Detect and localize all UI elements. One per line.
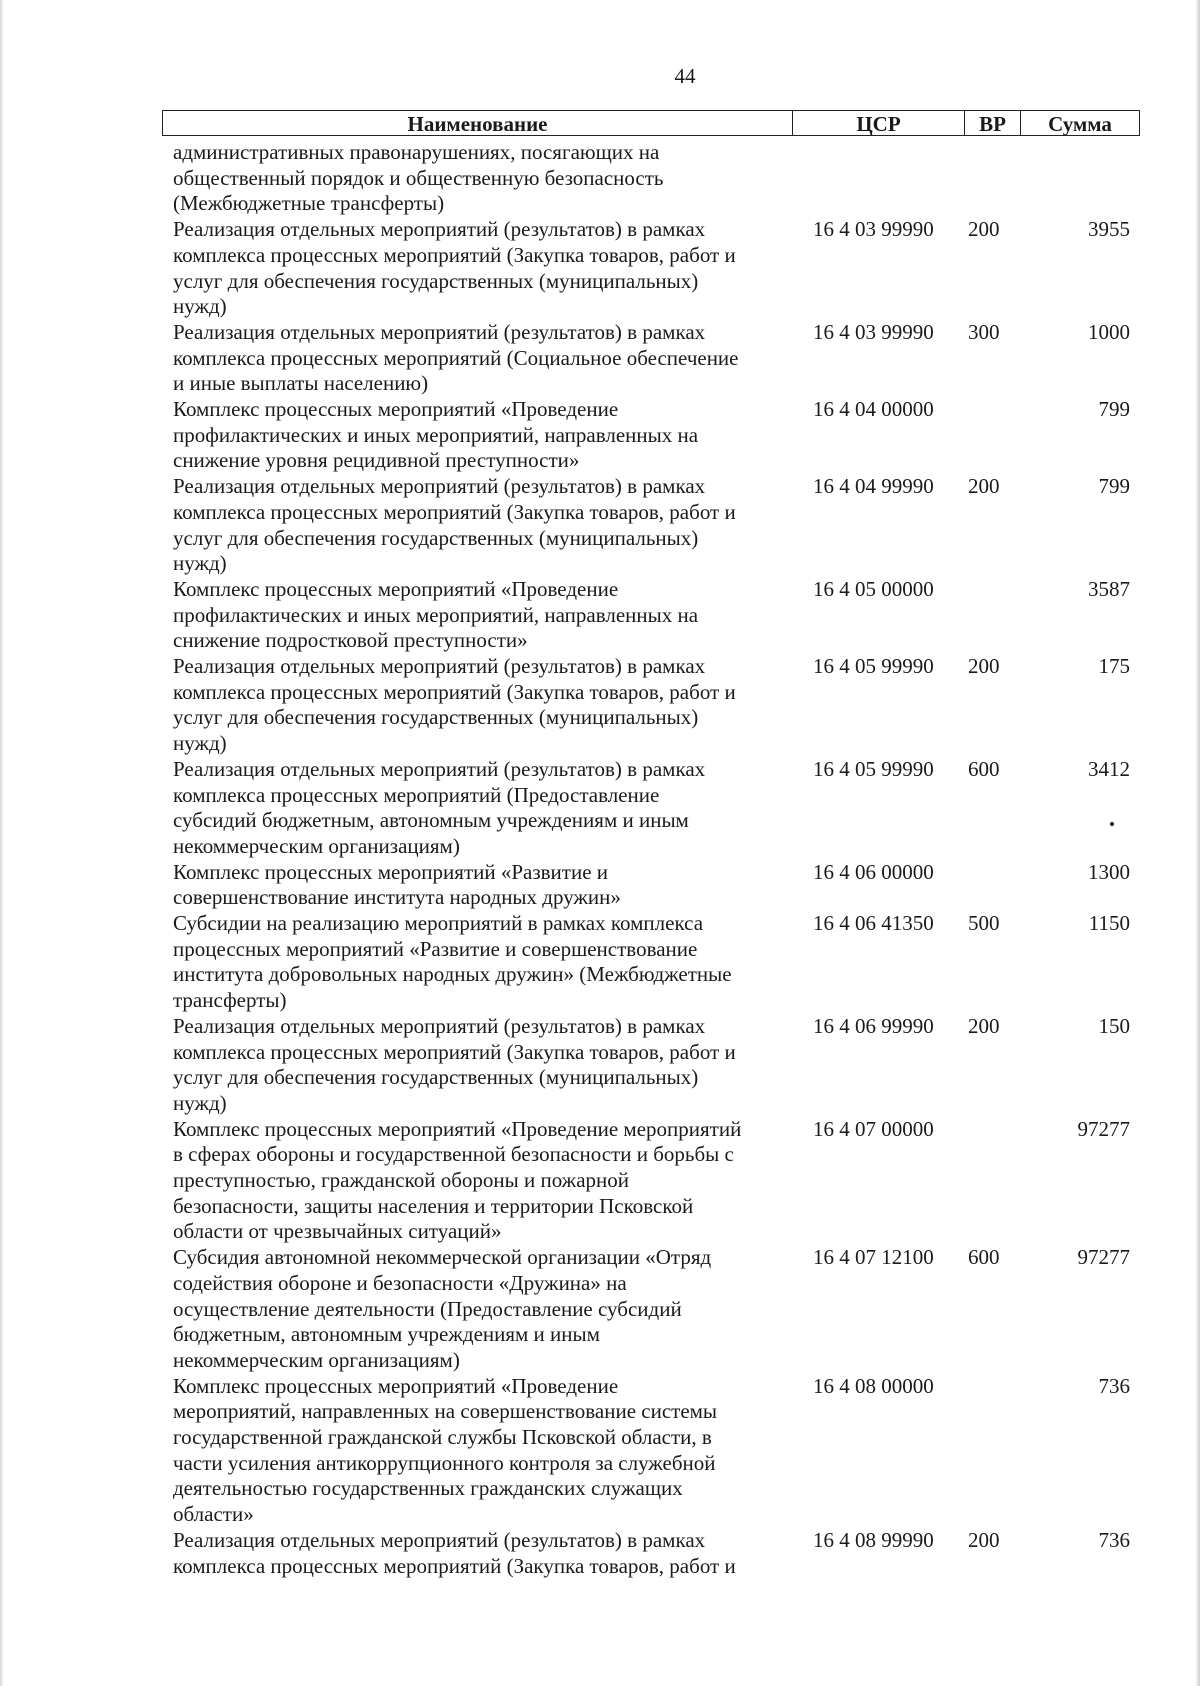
row-name-line: Комплекс процессных мероприятий «Проведение <box>173 576 619 601</box>
row-vr: 200 <box>968 1527 1000 1552</box>
row-sum: 97277 <box>1077 1245 1130 1270</box>
row-csr: 16 4 08 00000 <box>813 1373 934 1398</box>
row-name-line: безопасности, защиты населения и территории Псковской <box>173 1193 694 1218</box>
row-name <box>173 140 773 217</box>
row-name-line: Комплекс процессных мероприятий «Проведение <box>173 397 619 421</box>
row-name-line: Реализация отдельных мероприятий (результатов) в рамках <box>173 756 706 781</box>
header-vr: ВР <box>965 111 1021 135</box>
row-vr: 200 <box>968 654 1000 678</box>
row-csr: 16 4 07 00000 <box>813 1116 934 1141</box>
page-edge-left <box>0 0 3 1686</box>
row-name-line: Реализация отдельных мероприятий (результатов) в рамках <box>173 474 706 499</box>
row-name-line: нужд) <box>173 551 227 576</box>
row-name-line: снижение уровня рецидивной преступности» <box>173 448 580 473</box>
row-vr: 200 <box>968 1013 1000 1038</box>
row-sum: 3587 <box>1088 576 1130 601</box>
row-name <box>173 860 773 911</box>
row-name <box>173 911 773 1014</box>
row-name <box>173 757 773 860</box>
row-name-line: профилактических и иных мероприятий, направленных на <box>173 602 699 627</box>
row-name-line: процессных мероприятий «Развитие и совершенствование <box>173 936 698 961</box>
row-name-line: некоммерческим организациям) <box>173 833 460 858</box>
row-sum: 97277 <box>1077 1116 1130 1141</box>
row-name-line: комплекса процессных мероприятий (Предоставление <box>173 782 660 807</box>
row-csr: 16 4 07 12100 <box>813 1245 934 1270</box>
row-sum: 1300 <box>1088 859 1130 884</box>
row-name-line: нужд) <box>173 731 227 756</box>
row-name-line: содействия обороне и безопасности «Дружина» на <box>173 1270 627 1295</box>
row-name-line: услуг для обеспечения государственных (муниципальных) <box>173 268 699 293</box>
row-vr: 200 <box>968 217 1000 242</box>
table-header <box>162 110 1140 136</box>
row-csr: 16 4 05 99990 <box>813 654 934 678</box>
row-vr: 600 <box>968 756 1000 781</box>
row-name-line: Реализация отдельных мероприятий (результатов) в рамках <box>173 217 706 242</box>
row-sum: 3955 <box>1088 217 1130 242</box>
header-name: Наименование <box>163 111 793 135</box>
row-name <box>173 1374 773 1528</box>
row-name-line: области от чрезвычайных ситуаций» <box>173 1219 502 1244</box>
row-name-line: осуществление деятельности (Предоставление субсидий <box>173 1296 682 1321</box>
row-name <box>173 217 773 320</box>
row-name-line: трансферты) <box>173 988 287 1013</box>
row-name-line: административных правонарушениях, посягающих на <box>173 140 660 164</box>
row-name <box>173 1014 773 1117</box>
row-name-line: нужд) <box>173 1090 227 1115</box>
row-csr: 16 4 08 99990 <box>813 1527 934 1552</box>
row-csr: 16 4 05 00000 <box>813 576 934 601</box>
row-name-line: субсидий бюджетным, автономным учреждениям и иным <box>173 808 689 833</box>
row-name <box>173 397 773 474</box>
row-sum: 799 <box>1098 474 1130 499</box>
row-name-line: бюджетным, автономным учреждениям и иным <box>173 1322 600 1347</box>
row-name-line: (Межбюджетные трансферты) <box>173 191 445 216</box>
header-sum: Сумма <box>1048 112 1112 136</box>
row-csr: 16 4 03 99990 <box>813 217 934 242</box>
row-sum: 3412 <box>1088 756 1130 781</box>
row-name-line: комплекса процессных мероприятий (Закупка товаров, работ и <box>173 242 736 267</box>
row-vr: 500 <box>968 911 1000 935</box>
row-vr: 600 <box>968 1245 1000 1270</box>
row-name-line: Комплекс процессных мероприятий «Проведение <box>173 1373 619 1398</box>
row-vr: 200 <box>968 474 1000 499</box>
row-name <box>173 320 773 397</box>
row-name-line: Реализация отдельных мероприятий (результатов) в рамках <box>173 319 706 344</box>
row-name-line: нужд) <box>173 294 227 319</box>
row-name <box>173 1528 773 1579</box>
row-name-line: и иные выплаты населению) <box>173 371 429 396</box>
row-name-line: снижение подростковой преступности» <box>173 628 528 653</box>
header-csr: ЦСР <box>793 111 965 135</box>
row-name-line: Реализация отдельных мероприятий (результатов) в рамках <box>173 1527 706 1552</box>
row-name <box>173 474 773 577</box>
row-name-line: Субсидии на реализацию мероприятий в рамках комплекса <box>173 911 704 935</box>
row-sum: 1150 <box>1088 911 1130 935</box>
row-name-line: общественный порядок и общественную безопасность <box>173 165 664 190</box>
row-vr: 300 <box>968 319 1000 344</box>
row-name-line: Реализация отдельных мероприятий (результатов) в рамках <box>173 654 706 678</box>
row-name-line: государственной гражданской службы Псковской области, в <box>173 1425 712 1449</box>
row-name-line: области» <box>173 1502 254 1527</box>
row-name-line: Субсидия автономной некоммерческой организации «Отряд <box>173 1245 712 1270</box>
row-name-line: в сферах обороны и государственной безопасности и борьбы с <box>173 1142 734 1167</box>
row-name <box>173 654 773 757</box>
row-name-line: услуг для обеспечения государственных (муниципальных) <box>173 1065 699 1090</box>
row-csr: 16 4 06 41350 <box>813 911 934 935</box>
row-name-line: Комплекс процессных мероприятий «Развитие и <box>173 859 609 884</box>
row-name <box>173 1117 773 1246</box>
row-csr: 16 4 04 99990 <box>813 474 934 499</box>
page-edge-right <box>1196 0 1200 1686</box>
row-name-line: Реализация отдельных мероприятий (результатов) в рамках <box>173 1013 706 1038</box>
row-csr: 16 4 03 99990 <box>813 319 934 344</box>
row-sum: 150 <box>1098 1013 1130 1038</box>
row-name-line: некоммерческим организациям) <box>173 1347 460 1372</box>
row-csr: 16 4 04 00000 <box>813 397 934 421</box>
row-name-line: услуг для обеспечения государственных (муниципальных) <box>173 705 699 730</box>
row-sum: 736 <box>1098 1373 1130 1398</box>
row-name-line: комплекса процессных мероприятий (Закупка товаров, работ и <box>173 1553 736 1578</box>
row-name-line: комплекса процессных мероприятий (Закупка товаров, работ и <box>173 679 736 704</box>
row-name-line: комплекса процессных мероприятий (Социальное обеспечение <box>173 345 739 370</box>
row-name-line: части усиления антикоррупционного контроля за служебной <box>173 1450 716 1475</box>
row-name-line: преступностью, гражданской обороны и пожарной <box>173 1168 629 1192</box>
row-name-line: услуг для обеспечения государственных (муниципальных) <box>173 525 699 550</box>
row-sum: 799 <box>1098 397 1130 421</box>
row-csr: 16 4 05 99990 <box>813 756 934 781</box>
row-csr: 16 4 06 99990 <box>813 1013 934 1038</box>
row-csr: 16 4 06 00000 <box>813 859 934 884</box>
row-name-line: института добровольных народных дружин» (Межбюджетные <box>173 962 732 987</box>
row-name-line: совершенствование института народных дружин» <box>173 885 621 910</box>
row-sum: 1000 <box>1088 319 1130 344</box>
row-name-line: деятельностью государственных гражданских служащих <box>173 1476 683 1501</box>
row-name <box>173 577 773 654</box>
row-name-line: комплекса процессных мероприятий (Закупка товаров, работ и <box>173 499 736 524</box>
row-sum: 175 <box>1098 654 1130 678</box>
row-name-line: комплекса процессных мероприятий (Закупка товаров, работ и <box>173 1039 736 1064</box>
row-name-line: Комплекс процессных мероприятий «Проведение мероприятий <box>173 1116 742 1141</box>
row-name-line: мероприятий, направленных на совершенствование системы <box>173 1399 718 1424</box>
row-sum: 736 <box>1098 1527 1130 1552</box>
stray-mark <box>1110 822 1114 826</box>
page-number: 44 <box>674 64 696 88</box>
row-name <box>173 1245 773 1374</box>
row-name-line: профилактических и иных мероприятий, направленных на <box>173 422 699 447</box>
